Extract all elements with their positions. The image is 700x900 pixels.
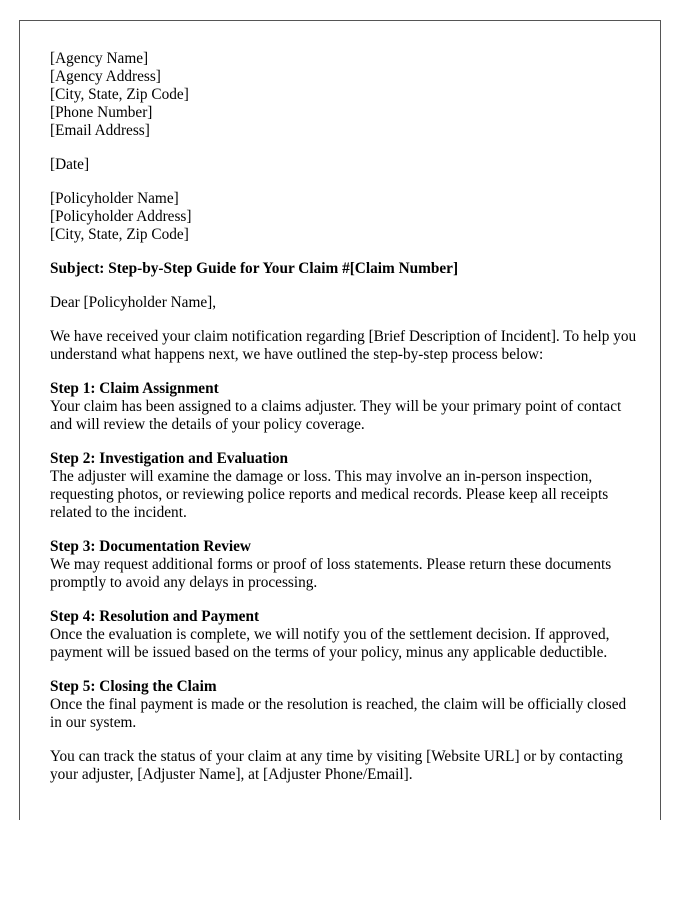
letter-page — [19, 20, 661, 820]
step-title: Step 2: Investigation and Evaluation — [50, 450, 288, 467]
recipient-block — [50, 190, 640, 244]
step-body: The adjuster will examine the damage or loss. This may involve an in-person inspection, requesting photos, or reviewing police reports and medical records. Please keep all receipts related to the incident. — [50, 468, 609, 521]
agency-city-state-zip: [City, State, Zip Code] — [50, 86, 189, 103]
date-block — [50, 156, 640, 174]
letter-content — [50, 50, 640, 800]
step-title: Step 5: Closing the Claim — [50, 678, 217, 695]
step-title: Step 1: Claim Assignment — [50, 380, 219, 397]
intro-paragraph: We have received your claim notification regarding [Brief Description of Incident]. To help you understand what happens next, we have outlined the step-by-step process below: — [50, 328, 637, 363]
recipient-city-state-zip: [City, State, Zip Code] — [50, 226, 189, 243]
step-body: We may request additional forms or proof of loss statements. Please return these documents promptly to avoid any delays in processing. — [50, 556, 612, 591]
subject-line: Subject: Step-by-Step Guide for Your Claim #[Claim Number] — [50, 260, 459, 277]
closing-paragraph: You can track the status of your claim at any time by visiting [Website URL] or by contacting your adjuster, [Adjuster Name], at [Adjuster Phone/Email]. — [50, 748, 623, 783]
step-1 — [50, 380, 640, 434]
step-2 — [50, 450, 640, 522]
sender-block — [50, 50, 640, 140]
step-title: Step 3: Documentation Review — [50, 538, 251, 555]
step-body: Once the final payment is made or the resolution is reached, the claim will be officially closed in our system. — [50, 696, 627, 731]
salutation: Dear [Policyholder Name], — [50, 294, 217, 311]
recipient-name: [Policyholder Name] — [50, 190, 179, 207]
agency-phone: [Phone Number] — [50, 104, 153, 121]
subject-block — [50, 260, 640, 278]
step-body: Once the evaluation is complete, we will notify you of the settlement decision. If approved, payment will be issued based on the terms of your policy, minus any applicable deductible. — [50, 626, 610, 661]
agency-email: [Email Address] — [50, 122, 150, 139]
salutation-block — [50, 294, 640, 312]
step-3 — [50, 538, 640, 592]
step-body: Your claim has been assigned to a claims adjuster. They will be your primary point of contact and will review the details of your policy coverage. — [50, 398, 622, 433]
agency-name: [Agency Name] — [50, 50, 149, 67]
intro-block — [50, 328, 640, 364]
closing-block — [50, 748, 640, 784]
agency-address: [Agency Address] — [50, 68, 161, 85]
letter-date: [Date] — [50, 156, 90, 173]
step-title: Step 4: Resolution and Payment — [50, 608, 260, 625]
step-4 — [50, 608, 640, 662]
step-5 — [50, 678, 640, 732]
recipient-address: [Policyholder Address] — [50, 208, 192, 225]
